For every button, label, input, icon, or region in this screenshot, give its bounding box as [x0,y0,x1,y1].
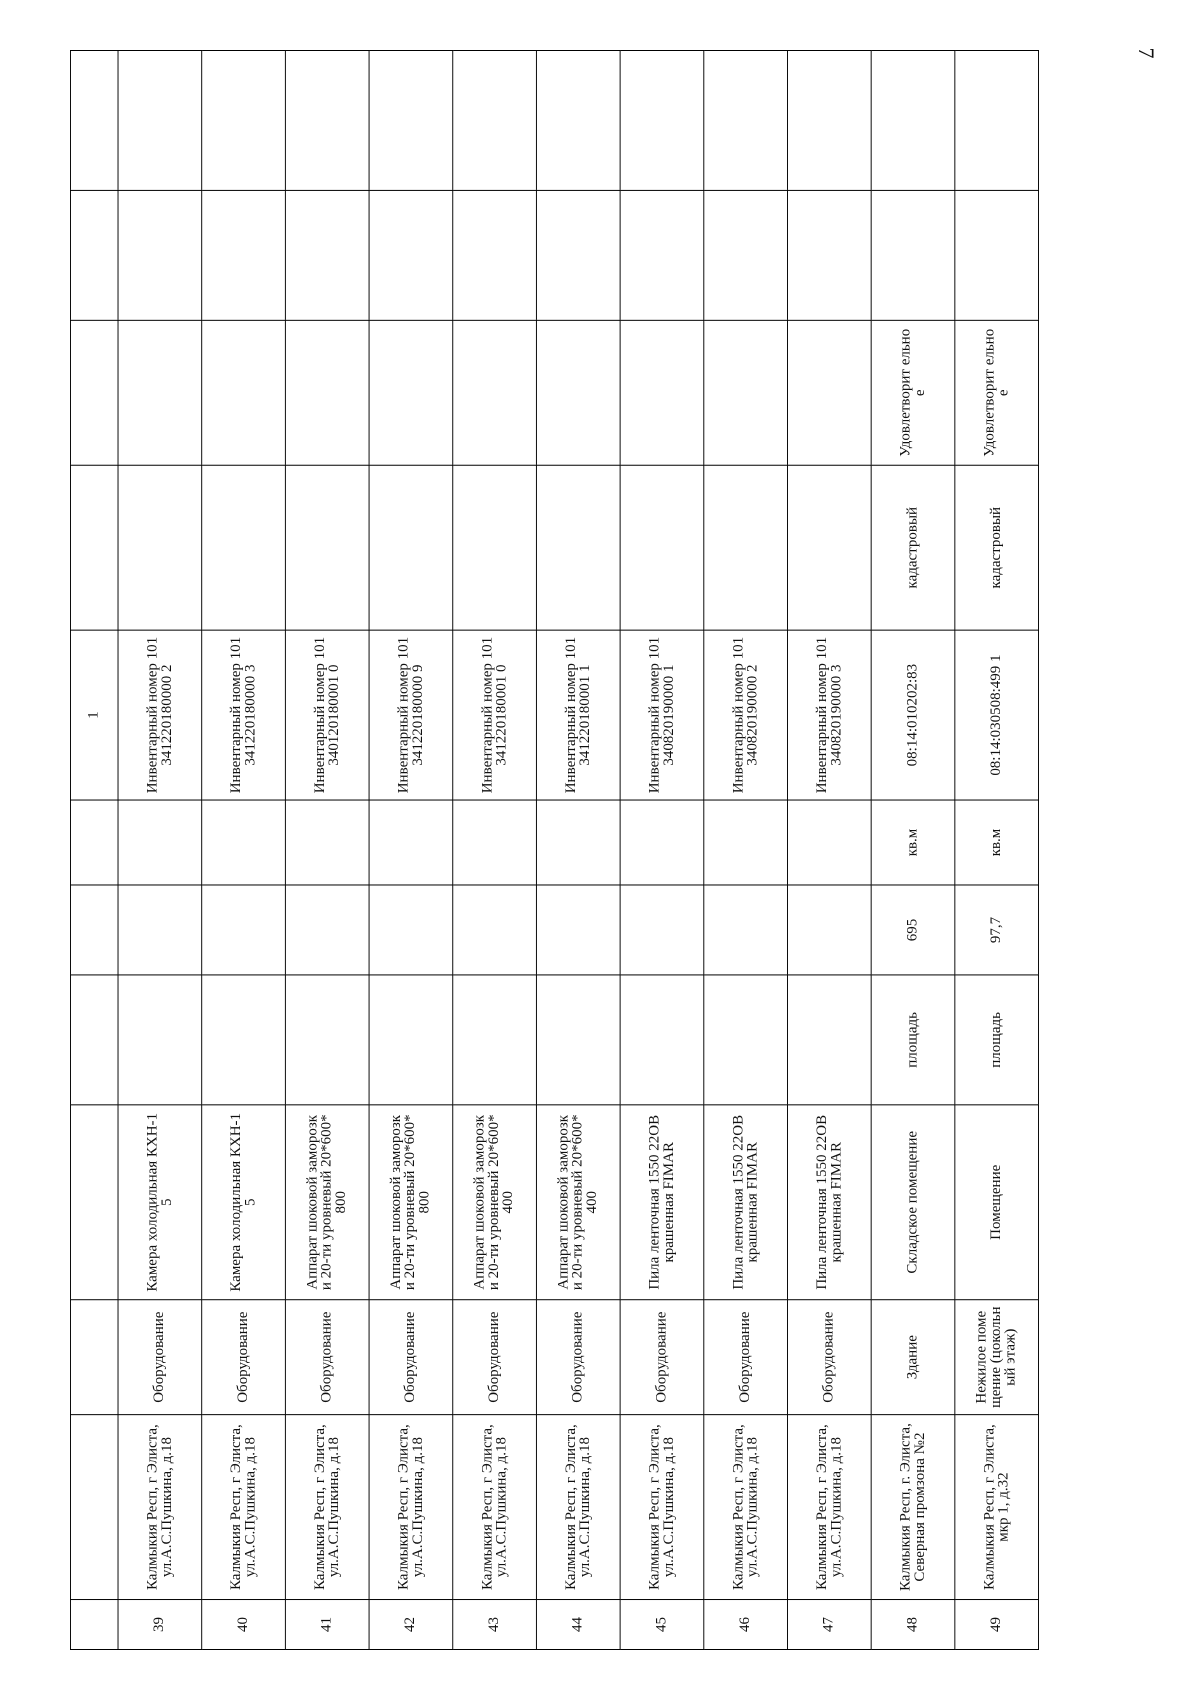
identifier-type-cell [285,465,369,630]
empty-cell [369,50,453,190]
identifier-cell: Инвентарный номер 101340120180001 0 [285,630,369,800]
object-type-cell: Здание [871,1300,955,1415]
object-name-cell: Камера холодильная КХН-15 [202,1105,286,1300]
empty-cell [704,50,788,190]
object-type-cell: Оборудование [285,1300,369,1415]
empty-cell [285,190,369,320]
parameter-cell: площадь [955,975,1039,1105]
object-type-cell: Оборудование [118,1300,202,1415]
condition-cell: Удовлетворит ельное [955,320,1039,465]
address-cell: Калмыкия Респ, г Элиста, ул.А.С.Пушкина, д.18 [787,1415,871,1600]
value-cell: 695 [871,885,955,975]
condition-cell [787,320,871,465]
identifier-type-cell [536,465,620,630]
row-number: 41 [285,1600,369,1650]
empty-cell [118,190,202,320]
identifier-type-cell [118,465,202,630]
value-cell: 97,7 [955,885,1039,975]
address-cell: Калмыкия Респ, г Элиста, ул.А.С.Пушкина, д.18 [118,1415,202,1600]
row-number: 48 [871,1600,955,1650]
value-cell [202,885,286,975]
object-type-cell: Оборудование [369,1300,453,1415]
table-row [871,50,955,1649]
identifier-cell: 08:14:010202:83 [871,630,955,800]
empty-cell [955,50,1039,190]
row-number: 49 [955,1600,1039,1650]
column-number-row [70,50,118,1649]
address-cell: Калмыкия Респ, г Элиста, мкр 1, д.32 [955,1415,1039,1600]
unit-cell [787,800,871,885]
value-cell [369,885,453,975]
table-row [620,50,704,1649]
object-name-cell: Аппарат шоковой заморозки 20-ти уровневый 20*600*800 [369,1105,453,1300]
row-number: 46 [704,1600,788,1650]
empty-cell [202,50,286,190]
value-cell [536,885,620,975]
object-name-cell: Пила ленточная 1550 22ОВ крашенная FIMAR [704,1105,788,1300]
identifier-type-cell [369,465,453,630]
empty-cell [620,50,704,190]
column-number-cell [70,1105,118,1300]
unit-cell: кв.м [871,800,955,885]
empty-cell [536,50,620,190]
condition-cell [369,320,453,465]
address-cell: Калмыкия Респ, г Элиста, ул.А.С.Пушкина, д.18 [704,1415,788,1600]
condition-cell [453,320,537,465]
empty-cell [453,190,537,320]
identifier-cell: 08:14:030508:499 1 [955,630,1039,800]
object-type-cell: Нежилое помещение (цокольный этаж) [955,1300,1039,1415]
empty-cell [536,190,620,320]
value-cell [118,885,202,975]
registry-table-container [70,50,1039,1650]
table-body [70,50,1038,1649]
parameter-cell [285,975,369,1105]
column-number-cell [70,885,118,975]
object-name-cell: Пила ленточная 1550 22ОВ крашенная FIMAR [787,1105,871,1300]
identifier-type-cell [787,465,871,630]
identifier-cell: Инвентарный номер 101341220180001 0 [453,630,537,800]
empty-cell [620,190,704,320]
parameter-cell [369,975,453,1105]
condition-cell [202,320,286,465]
empty-cell [202,190,286,320]
address-cell: Калмыкия Респ, г Элиста, ул.А.С.Пушкина, д.18 [620,1415,704,1600]
parameter-cell [453,975,537,1105]
condition-cell [704,320,788,465]
table-row [202,50,286,1649]
unit-cell: кв.м [955,800,1039,885]
row-number: 40 [202,1600,286,1650]
column-number-cell [70,1415,118,1600]
object-type-cell: Оборудование [704,1300,788,1415]
table-row [453,50,537,1649]
parameter-cell [118,975,202,1105]
object-type-cell: Оборудование [536,1300,620,1415]
empty-cell [787,50,871,190]
unit-cell [620,800,704,885]
column-number-cell [70,320,118,465]
object-name-cell: Помещение [955,1105,1039,1300]
object-type-cell: Оборудование [453,1300,537,1415]
empty-cell [285,50,369,190]
value-cell [620,885,704,975]
table-row [369,50,453,1649]
column-number-cell [70,1300,118,1415]
identifier-cell: Инвентарный номер 101340820190000 2 [704,630,788,800]
object-type-cell: Оборудование [787,1300,871,1415]
identifier-type-cell [704,465,788,630]
value-cell [704,885,788,975]
header-corner-cell [70,1600,118,1650]
address-cell: Калмыкия Респ, г Элиста, ул.А.С.Пушкина, д.18 [202,1415,286,1600]
table-row [955,50,1039,1649]
object-type-cell: Оборудование [620,1300,704,1415]
unit-cell [202,800,286,885]
identifier-cell: Инвентарный номер 101341220180001 1 [536,630,620,800]
object-name-cell: Пила ленточная 1550 22ОВ крашенная FIMAR [620,1105,704,1300]
parameter-cell [620,975,704,1105]
object-name-cell: Аппарат шоковой заморозки 20-ти уровневый 20*600*800 [285,1105,369,1300]
unit-cell [369,800,453,885]
column-number-cell [70,50,118,190]
value-cell [787,885,871,975]
row-number: 44 [536,1600,620,1650]
empty-cell [704,190,788,320]
object-name-cell: Складское помещение [871,1105,955,1300]
identifier-cell: Инвентарный номер 101340820190000 3 [787,630,871,800]
unit-cell [536,800,620,885]
identifier-cell: Инвентарный номер 101341220180000 3 [202,630,286,800]
column-number-cell: 1 [70,630,118,800]
identifier-type-cell [202,465,286,630]
table-row [118,50,202,1649]
empty-cell [453,50,537,190]
address-cell: Калмыкия Респ, г Элиста, ул.А.С.Пушкина, д.18 [369,1415,453,1600]
object-name-cell: Аппарат шоковой заморозки 20-ти уровневый 20*600*400 [536,1105,620,1300]
value-cell [453,885,537,975]
column-number-cell [70,465,118,630]
table-row [704,50,788,1649]
empty-cell [118,50,202,190]
condition-cell [118,320,202,465]
row-number: 39 [118,1600,202,1650]
address-cell: Калмыкия Респ, г Элиста, ул.А.С.Пушкина, д.18 [536,1415,620,1600]
empty-cell [871,50,955,190]
parameter-cell [704,975,788,1105]
unit-cell [704,800,788,885]
row-number: 43 [453,1600,537,1650]
empty-cell [369,190,453,320]
parameter-cell: площадь [871,975,955,1105]
unit-cell [118,800,202,885]
row-number: 42 [369,1600,453,1650]
condition-cell [620,320,704,465]
unit-cell [285,800,369,885]
identifier-type-cell: кадастровый [871,465,955,630]
registry-table [70,50,1039,1650]
empty-cell [787,190,871,320]
identifier-cell: Инвентарный номер 101340820190000 1 [620,630,704,800]
row-number: 47 [787,1600,871,1650]
identifier-cell: Инвентарный номер 101341220180000 2 [118,630,202,800]
identifier-type-cell [453,465,537,630]
table-row [285,50,369,1649]
column-number-cell [70,975,118,1105]
table-row [787,50,871,1649]
parameter-cell [787,975,871,1105]
address-cell: Калмыкия Респ, г. Элиста, Северная промзона №2 [871,1415,955,1600]
empty-cell [871,190,955,320]
object-name-cell: Камера холодильная КХН-15 [118,1105,202,1300]
row-number: 45 [620,1600,704,1650]
object-type-cell: Оборудование [202,1300,286,1415]
parameter-cell [202,975,286,1105]
parameter-cell [536,975,620,1105]
identifier-type-cell: кадастровый [955,465,1039,630]
object-name-cell: Аппарат шоковой заморозки 20-ти уровневый 20*600*400 [453,1105,537,1300]
page-number: 7 [1134,47,1159,59]
value-cell [285,885,369,975]
condition-cell: Удовлетворит ельное [871,320,955,465]
address-cell: Калмыкия Респ, г Элиста, ул.А.С.Пушкина, д.18 [453,1415,537,1600]
table-row [536,50,620,1649]
column-number-cell [70,800,118,885]
condition-cell [536,320,620,465]
column-number-cell [70,190,118,320]
empty-cell [955,190,1039,320]
address-cell: Калмыкия Респ, г Элиста, ул.А.С.Пушкина, д.18 [285,1415,369,1600]
unit-cell [453,800,537,885]
identifier-cell: Инвентарный номер 101341220180000 9 [369,630,453,800]
condition-cell [285,320,369,465]
identifier-type-cell [620,465,704,630]
